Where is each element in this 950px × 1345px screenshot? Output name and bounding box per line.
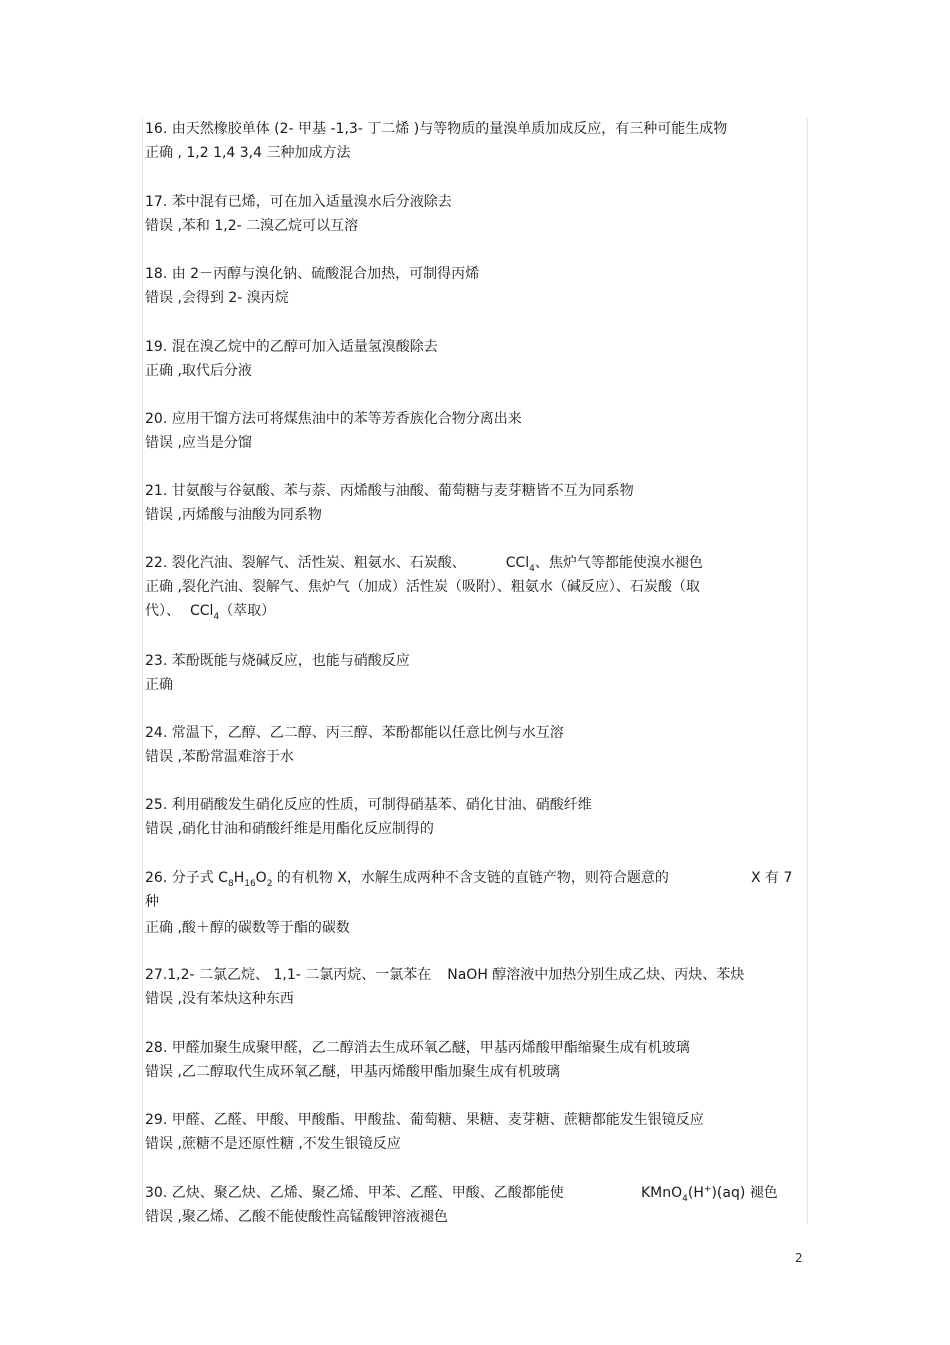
question-text-part: 22. 裂化汽油、裂解气、活性炭、粗氨水、石炭酸、 <box>145 555 466 571</box>
question-text: 28. 甲醛加聚生成聚甲醛，乙二醇消去生成环氧乙醚，甲基丙烯酸甲酯缩聚生成有机玻璃 <box>145 1040 690 1056</box>
margin-line-left <box>142 118 143 1224</box>
answer-text: 错误 ,苯酚常温难溶于水 <box>145 749 294 765</box>
answer-text: 错误 ,应当是分馏 <box>145 435 252 451</box>
answer-text-continued <box>145 599 805 623</box>
answer-text: 正确 ,酸＋醇的碳数等于酯的碳数 <box>145 920 350 936</box>
question-text-continued: 种 <box>145 894 159 910</box>
question-29 <box>145 1108 805 1156</box>
question-30 <box>145 1181 805 1229</box>
answer-text: 错误 ,硝化甘油和硝酸纤维是用酯化反应制得的 <box>145 821 434 837</box>
question-text-part: 26. 分子式 C <box>145 870 228 886</box>
question-text-end: X 有 7 <box>751 870 793 886</box>
question-text <box>145 551 805 575</box>
formula-subscript: 4 <box>529 563 535 574</box>
answer-text: 错误 ,蔗糖不是还原性糖 ,不发生银镜反应 <box>145 1136 401 1152</box>
question-16 <box>145 117 805 165</box>
formula-subscript: 8 <box>227 878 234 889</box>
question-24 <box>145 721 805 769</box>
question-text <box>145 866 805 890</box>
question-text-part: 30. 乙炔、聚乙炔、乙烯、聚乙烯、甲苯、乙醛、甲酸、乙酸都能使 <box>145 1185 564 1201</box>
answer-text: 错误 ,乙二醇取代生成环氧乙醚，甲基丙烯酸甲酯加聚生成有机玻璃 <box>145 1064 560 1080</box>
question-text: 16. 由天然橡胶单体 (2- 甲基 -1,3- 丁二烯 )与等物质的量溴单质加成反应，有三种可能生成物 <box>145 121 728 137</box>
answer-text: 错误 ,没有苯炔这种东西 <box>145 991 294 1007</box>
question-text <box>145 1181 805 1205</box>
question-20 <box>145 407 805 455</box>
formula-subscript: 4 <box>213 611 220 622</box>
question-text: 25. 利用硝酸发生硝化反应的性质，可制得硝基苯、硝化甘油、硝酸纤维 <box>145 797 592 813</box>
question-18 <box>145 262 805 310</box>
question-text: 17. 苯中混有已烯，可在加入适量溴水后分液除去 <box>145 194 452 210</box>
margin-line-right <box>807 118 808 1224</box>
question-23 <box>145 649 805 697</box>
question-text-part: NaOH 醇溶液中加热分别生成乙炔、丙炔、苯炔 <box>447 967 745 983</box>
question-text: 18. 由 2－丙醇与溴化钠、硫酸混合加热，可制得丙烯 <box>145 266 480 282</box>
answer-text: 错误 ,会得到 2- 溴丙烷 <box>145 290 289 306</box>
answer-text: 正确 <box>145 677 173 693</box>
chemical-formula: CCl <box>505 555 530 571</box>
answer-text: 错误 ,苯和 1,2- 二溴乙烷可以互溶 <box>145 218 359 234</box>
question-text-part: 的有机物 X，水解生成两种不含支链的直链产物，则符合题意的 <box>272 870 669 886</box>
question-text: 24. 常温下，乙醇、乙二醇、丙三醇、苯酚都能以任意比例与水互溶 <box>145 725 564 741</box>
question-25 <box>145 793 805 841</box>
question-text: 19. 混在溴乙烷中的乙醇可加入适量氢溴酸除去 <box>145 339 438 355</box>
chemical-formula: H <box>233 870 245 886</box>
question-19 <box>145 335 805 383</box>
question-27 <box>145 963 805 1011</box>
question-26 <box>145 866 805 940</box>
answer-text: 错误 ,丙烯酸与油酸为同系物 <box>145 507 322 523</box>
formula-subscript: 16 <box>244 878 256 889</box>
answer-text: 正确 ,裂化汽油、裂解气、焦炉气（加成）活性炭（吸附）、粗氨水（碱反应）、石炭酸（取 <box>145 579 700 595</box>
chemical-formula: O <box>255 870 267 886</box>
question-text: 21. 甘氨酸与谷氨酸、苯与萘、丙烯酸与油酸、葡萄糖与麦芽糖皆不互为同系物 <box>145 483 634 499</box>
chemical-formula: CCl <box>190 603 214 619</box>
formula-subscript: 4 <box>682 1193 688 1204</box>
formula-part: )(aq) 褪色 <box>711 1185 778 1201</box>
answer-text: 正确 ,取代后分液 <box>145 363 252 379</box>
question-text: 23. 苯酚既能与烧碱反应，也能与硝酸反应 <box>145 653 410 669</box>
formula-subscript: 2 <box>266 878 273 889</box>
page-number: 2 <box>795 1251 803 1265</box>
question-text-part: 、焦炉气等都能使溴水褪色 <box>534 555 703 571</box>
formula-part: (H <box>687 1185 704 1201</box>
question-17 <box>145 190 805 238</box>
question-text-part: 27.1,2- 二氯乙烷、 1,1- 二氯丙烷、一氯苯在 <box>145 967 432 983</box>
answer-text-part: （萃取） <box>219 603 276 619</box>
question-21 <box>145 479 805 527</box>
answer-text: 正确 , 1,2 1,4 3,4 三种加成方法 <box>145 145 351 161</box>
question-text: 20. 应用干馏方法可将煤焦油中的苯等芳香族化合物分离出来 <box>145 411 522 427</box>
question-22 <box>145 551 805 623</box>
question-text: 29. 甲醛、乙醛、甲酸、甲酸酯、甲酸盐、葡萄糖、果糖、麦芽糖、蔗糖都能发生银镜反应 <box>145 1112 704 1128</box>
question-text <box>145 963 805 987</box>
answer-text-part: 代）、 <box>145 603 180 619</box>
formula-superscript: + <box>703 1184 712 1195</box>
answer-text: 错误 ,聚乙烯、乙酸不能使酸性高锰酸钾溶液褪色 <box>145 1209 448 1225</box>
question-28 <box>145 1036 805 1084</box>
chemical-formula <box>641 1181 778 1205</box>
formula-part: KMnO <box>641 1185 683 1201</box>
